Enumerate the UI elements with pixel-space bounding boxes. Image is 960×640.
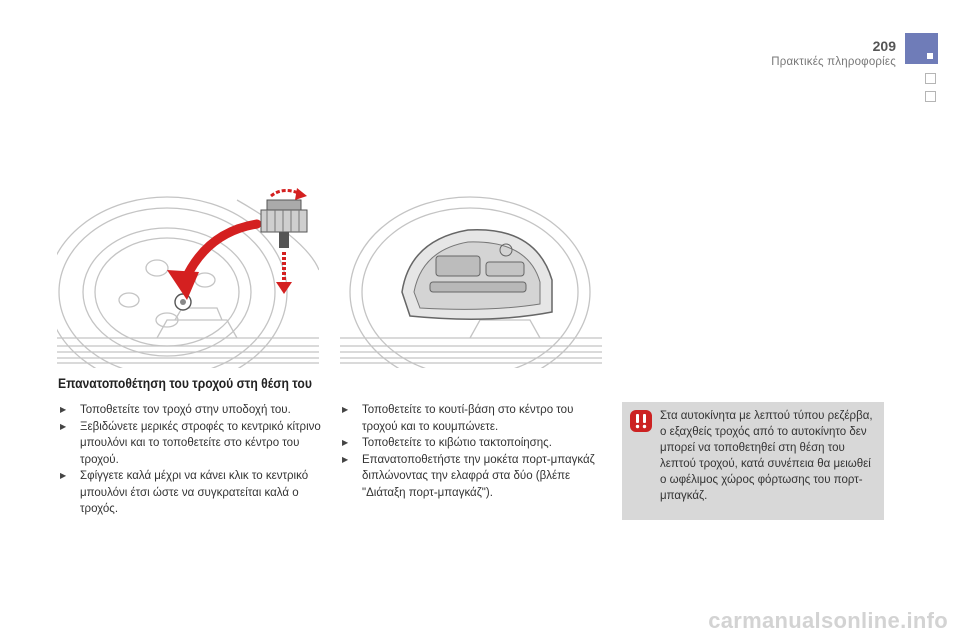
watermark: carmanualsonline.info [708,608,948,633]
left-steps-list [58,402,326,518]
note-box [622,402,884,520]
chapter-tab [925,91,936,102]
list-item: ▶ Τοποθετείτε το κιβώτιο τακτοποίησης. [340,435,610,452]
note-text: Στα αυτοκίνητα με λεπτού τύπου ρεζέρβα, ο εξαχθείς τροχός από το αυτοκίνητο δεν μπορεί να τοποθετηθεί στη θέση του λεπτού τροχού, κατά συνέπεια θα μειωθεί ο ωφέλιμος χώρος φόρτωσης του πορτ-μπαγκάζ. [660,410,873,502]
section-title: Πρακτικές πληροφορίες [771,56,896,68]
list-item: ▶ Τοποθετείτε το κουτί-βάση στο κέντρο του τροχού και το κουμπώνετε. [340,402,610,435]
list-item: ▶ Σφίγγετε καλά μέχρι να κάνει κλικ το κεντρικό μπουλόνι έτσι ώστε να συγκρατείται καλά ο τροχός. [58,468,326,518]
chapter-tab [925,73,936,84]
spare-wheel-well-illustration [340,180,602,368]
list-item: ▶ Επανατοποθετήστε την μοκέτα πορτ-μπαγκάζ διπλώνοντας την ελαφρά στα δύο (βλέπε "Διάταξη πορτ-μπαγκάζ"). [340,452,610,502]
section-heading: Επανατοποθέτηση του τροχού στη θέση του [58,376,312,391]
wheel-bolt-illustration [57,180,319,368]
right-steps-list [340,402,610,501]
list-item: ▶ Τοποθετείτε τον τροχό στην υποδοχή του. [58,402,326,419]
page-number: 209 [872,38,896,54]
warning-exclamation-icon [630,410,652,432]
list-item: ▶ Ξεβιδώνετε μερικές στροφές το κεντρικό κίτρινο μπουλόνι και το τοποθετείτε στο κέντρο του τροχού. [58,419,326,469]
chapter-tab-active [905,33,938,64]
